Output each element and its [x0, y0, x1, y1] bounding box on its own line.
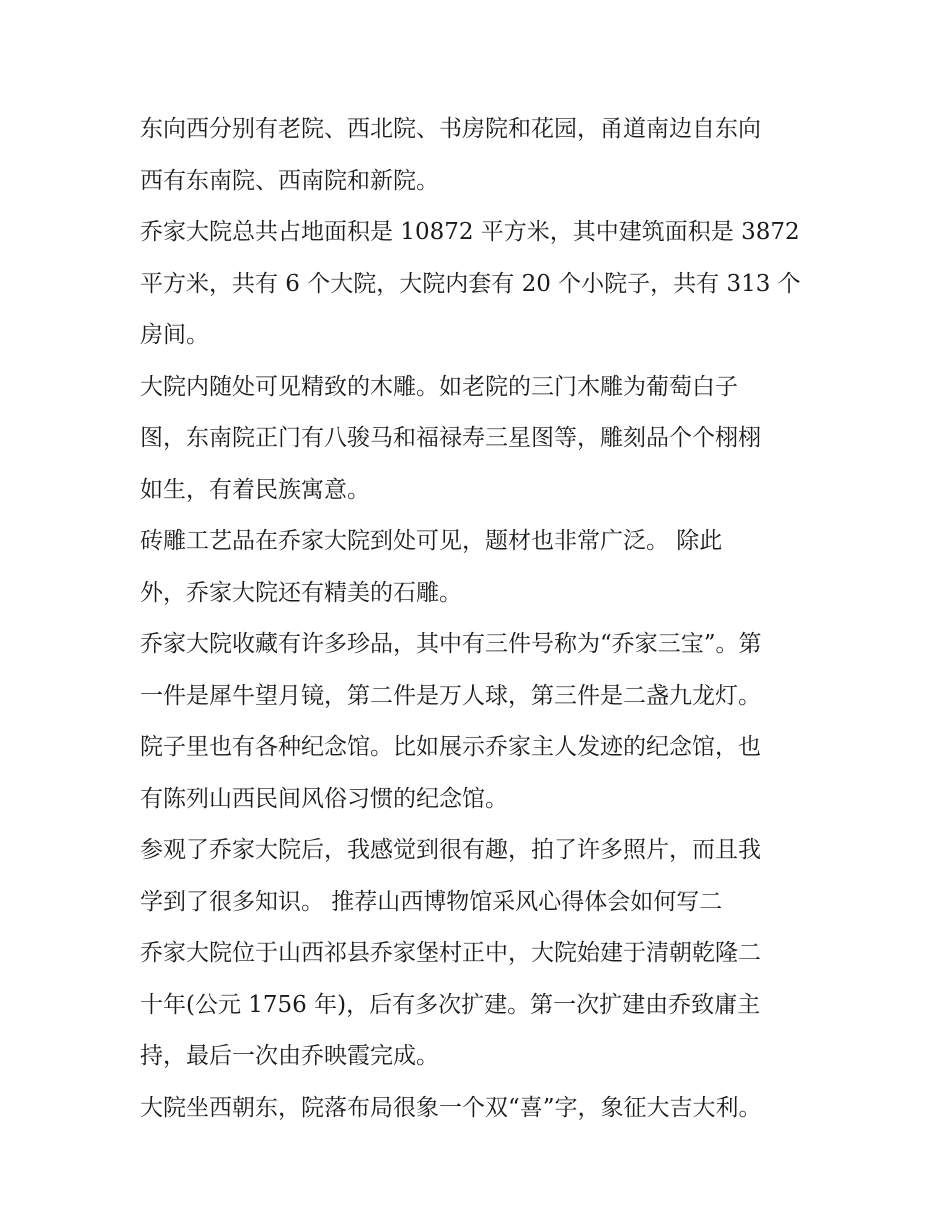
text-line: 有陈列山西民间风俗习惯的纪念馆。 — [140, 785, 508, 812]
text-line: 乔家大院总共占地面积是 10872 平方米，其中建筑面积是 3872 — [140, 219, 800, 245]
text-line: 房间。 — [140, 322, 209, 348]
text-line: 乔家大院收藏有许多珍品，其中有三件号称为“乔家三宝”。第 — [140, 631, 762, 657]
text-line: 平方米，共有 6 个大院，大院内套有 20 个小院子，共有 313 个 — [140, 270, 801, 297]
text-line: 如生，有着民族寓意。 — [140, 476, 370, 503]
text-line: 乔家大院位于山西祁县乔家堡村正中，大院始建于清朝乾隆二 — [140, 940, 761, 966]
text-line: 十年(公元 1756 年)，后有多次扩建。第一次扩建由乔致庸主 — [140, 991, 761, 1018]
text-line: 参观了乔家大院后，我感觉到很有趣，拍了许多照片，而且我 — [140, 837, 761, 863]
text-line: 东向西分别有老院、西北院、书房院和花园，甬道南边自东向 — [140, 116, 761, 142]
body-text — [140, 104, 820, 1134]
text-line: 大院坐西朝东，院落布局很象一个双“喜”字，象征大吉大利。 — [140, 1094, 762, 1121]
text-line: 一件是犀牛望月镜，第二件是万人球，第三件是二盏九龙灯。 — [140, 682, 761, 709]
text-line: 西有东南院、西南院和新院。 — [140, 167, 439, 194]
text-line: 图，东南院正门有八骏马和福禄寿三星图等，雕刻品个个栩栩 — [140, 425, 761, 451]
text-line: 砖雕工艺品在乔家大院到处可见，题材也非常广泛。 除此 — [140, 528, 723, 554]
text-line: 学到了很多知识。 推荐山西博物馆采风心得体会如何写二 — [140, 888, 723, 915]
text-line: 大院内随处可见精致的木雕。如老院的三门木雕为葡萄白子 — [140, 373, 738, 400]
text-line: 持，最后一次由乔映霞完成。 — [140, 1043, 439, 1069]
text-line: 外，乔家大院还有精美的石雕。 — [140, 579, 462, 606]
text-line: 院子里也有各种纪念馆。比如展示乔家主人发迹的纪念馆，也 — [140, 734, 761, 760]
